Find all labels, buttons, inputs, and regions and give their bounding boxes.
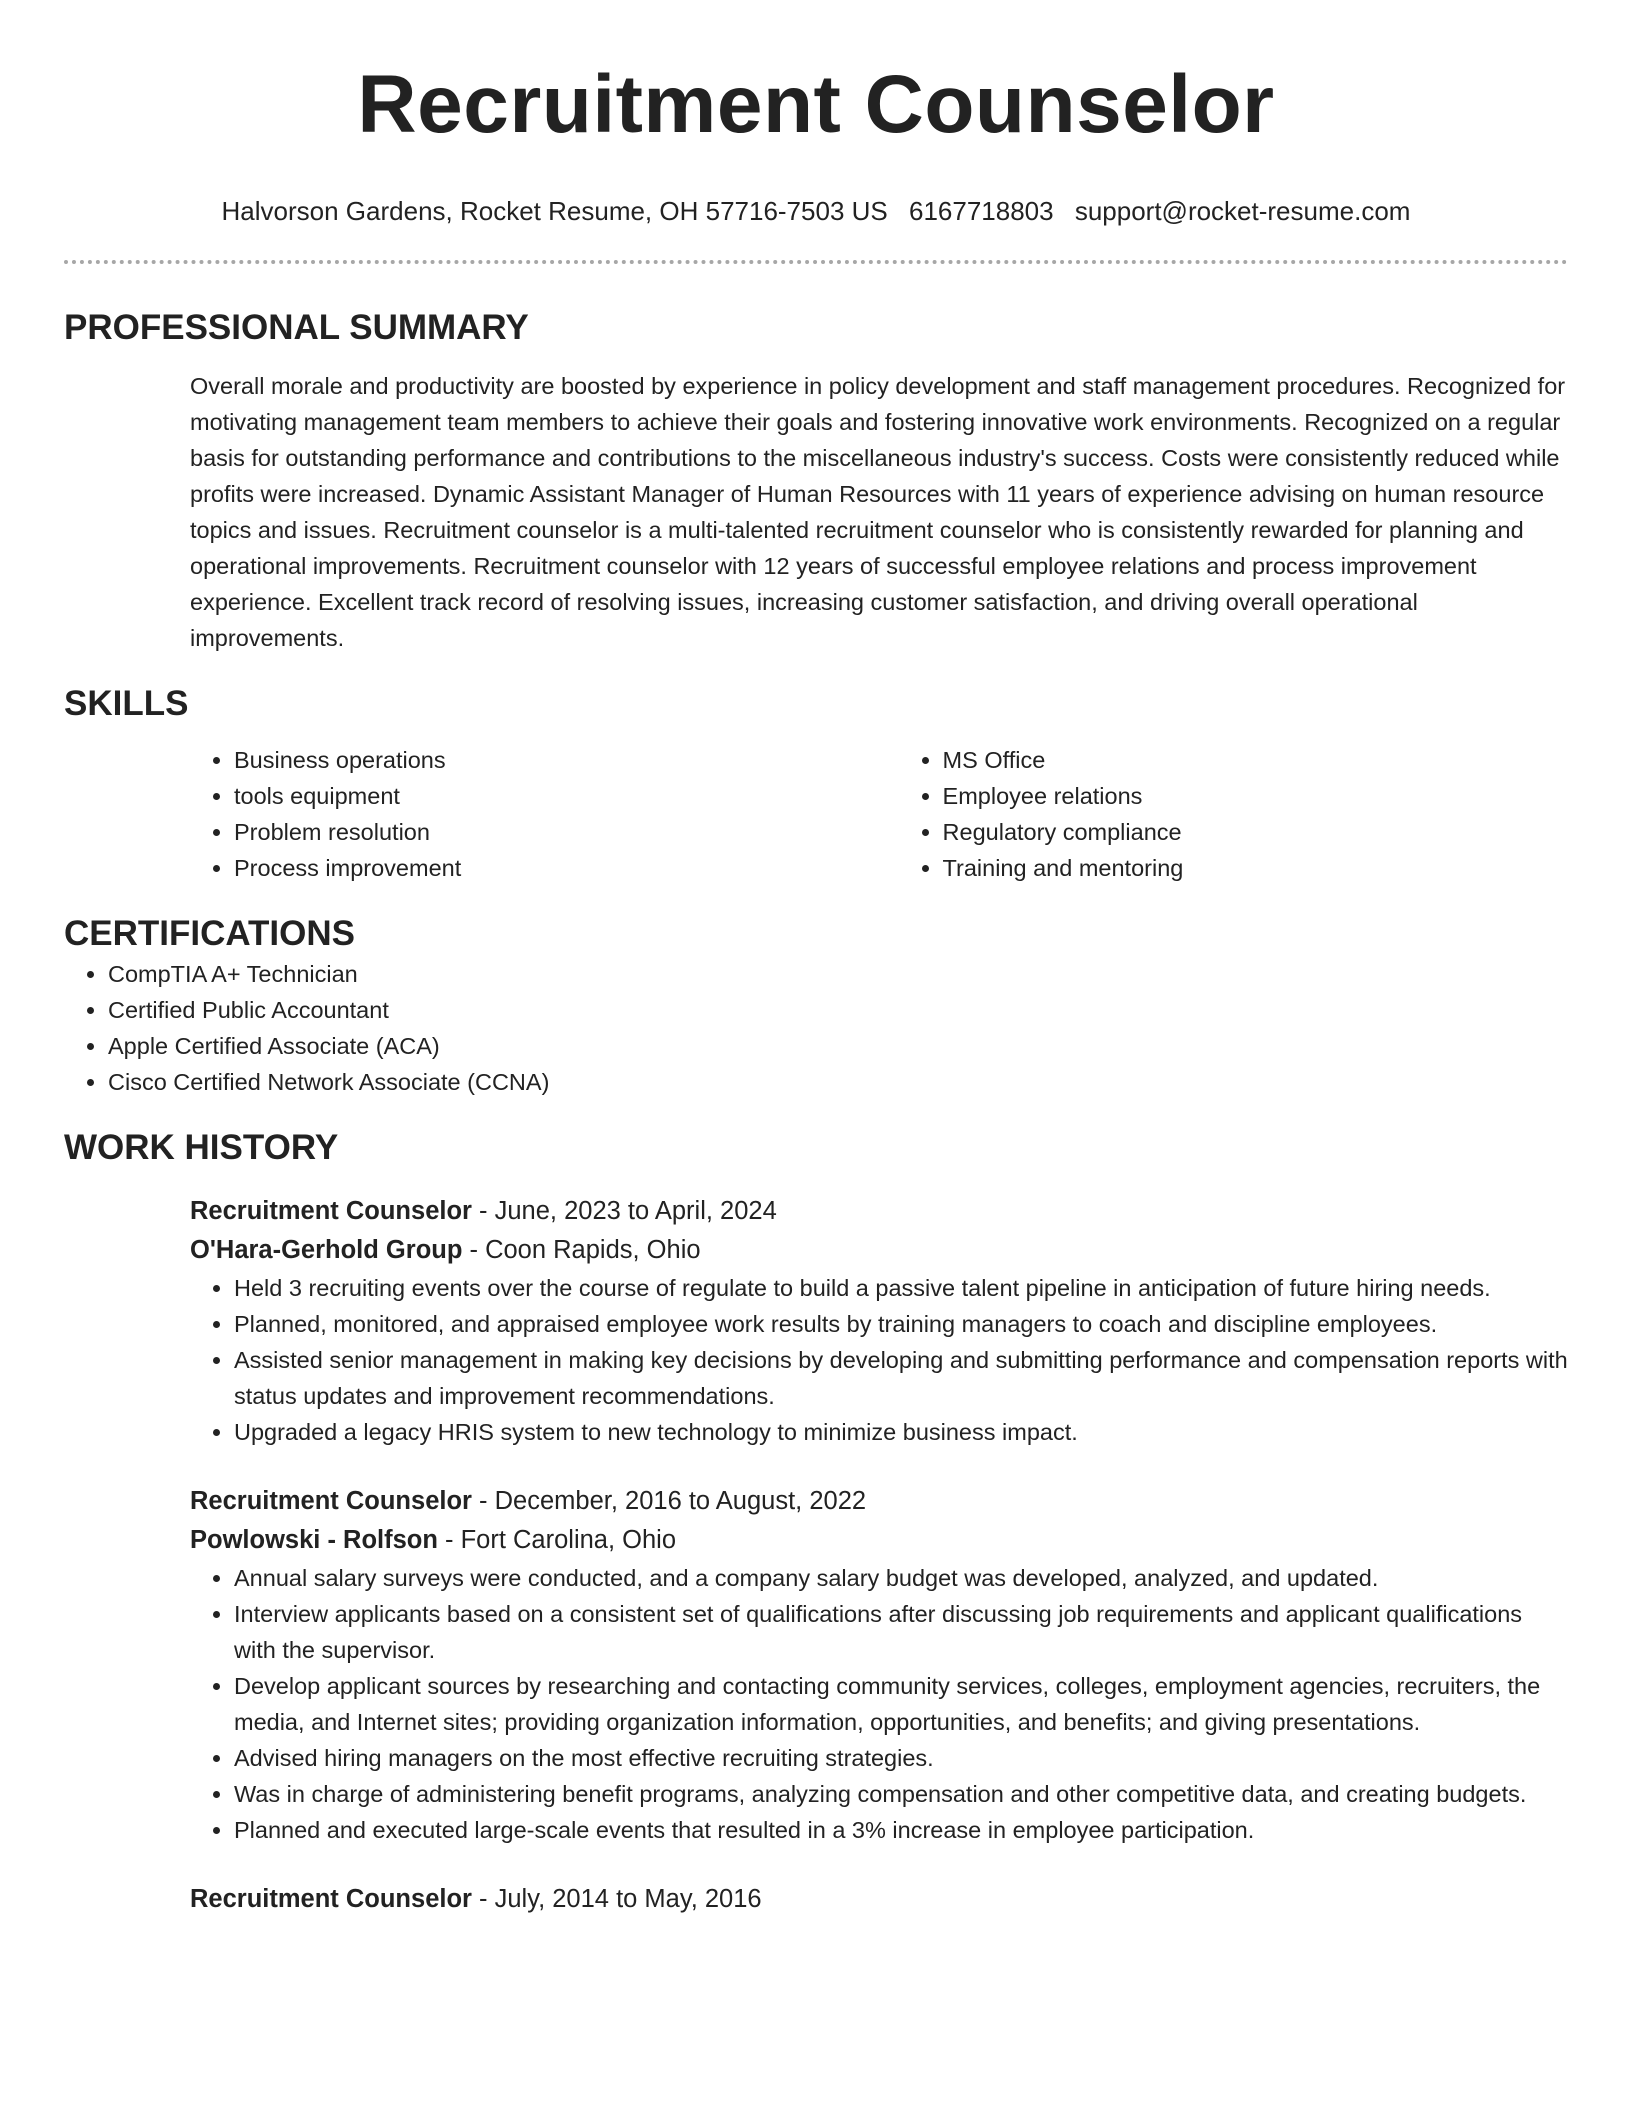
section-title-certifications: CERTIFICATIONS (64, 914, 356, 953)
skills-grid (190, 742, 1568, 886)
job-bullet: • Develop applicant sources by researching and contacting community services, colleges, employment agencies, recruiters, the media, and Internet sites; providing organization information, opportunities, and benefits; and giving presentations. (234, 1668, 1568, 1740)
skill-item: • tools equipment (234, 778, 899, 814)
job-title-line (190, 1880, 1568, 1919)
job-entry (190, 1192, 1568, 1450)
job-bullet: • Held 3 recruiting events over the course of regulate to build a passive talent pipeline in anticipation of future hiring needs. (234, 1270, 1568, 1306)
job-bullets (190, 1560, 1568, 1848)
header-divider (64, 260, 1568, 264)
job-bullet: • Interview applicants based on a consistent set of qualifications after discussing job requirements and applicant qualifications with the supervisor. (234, 1596, 1568, 1668)
skill-item: • Process improvement (234, 850, 899, 886)
job-bullet: • Advised hiring managers on the most effective recruiting strategies. (234, 1740, 1568, 1776)
skills-column-right (899, 742, 1568, 886)
job-entry (190, 1880, 1568, 1919)
resume-page (64, 0, 1568, 1919)
skill-item: • MS Office (943, 742, 1568, 778)
job-bullet: • Annual salary surveys were conducted, and a company salary budget was developed, analyzed, and updated. (234, 1560, 1568, 1596)
job-role: Recruitment Counselor (190, 1197, 472, 1225)
section-title-summary: PROFESSIONAL SUMMARY (64, 308, 529, 347)
summary-text: Overall morale and productivity are boosted by experience in policy development and staff management procedures. Recognized for motivating management team members to achieve their goals and fostering innovative work environments. Recognized on a regular basis for outstanding performance and contributions to the miscellaneous industry's success. Costs were consistently reduced while profits were increased. Dynamic Assistant Manager of Human Resources with 11 years of experience advising on human resource topics and issues. Recruitment counselor is a multi-talented recruitment counselor who is consistently rewarded for planning and operational improvements. Recruitment counselor with 12 years of successful employee relations and process improvement experience. Excellent track record of resolving issues, increasing customer satisfaction, and driving overall operational improvements. (190, 373, 1566, 651)
job-dates: - December, 2016 to August, 2022 (471, 1487, 867, 1515)
job-location: - Fort Carolina, Ohio (437, 1526, 677, 1554)
skill-item: • Training and mentoring (943, 850, 1568, 886)
contact-line (64, 194, 1568, 228)
job-title-line (190, 1192, 1568, 1231)
job-company: O'Hara-Gerhold Group (190, 1236, 463, 1264)
certification-item: • CompTIA A+ Technician (108, 956, 1568, 992)
certification-item: • Apple Certified Associate (ACA) (108, 1028, 1568, 1064)
certification-item: • Cisco Certified Network Associate (CCNA) (108, 1064, 1568, 1100)
job-bullet: • Upgraded a legacy HRIS system to new technology to minimize business impact. (234, 1414, 1568, 1450)
job-bullet: • Assisted senior management in making key decisions by developing and submitting performance and compensation reports with status updates and improvement recommendations. (234, 1342, 1568, 1414)
job-entry (190, 1482, 1568, 1848)
job-dates: - June, 2023 to April, 2024 (471, 1197, 777, 1225)
certifications-list (64, 956, 1568, 1100)
skills-column-left (190, 742, 899, 886)
job-dates: - July, 2014 to May, 2016 (471, 1885, 762, 1913)
contact-email: support@rocket-resume.com (1074, 196, 1411, 226)
skill-item: • Business operations (234, 742, 899, 778)
section-title-skills: SKILLS (64, 684, 189, 723)
skill-item: • Employee relations (943, 778, 1568, 814)
contact-address: Halvorson Gardens, Rocket Resume, OH 57716-7503 US (221, 196, 888, 226)
job-title-line (190, 1482, 1568, 1521)
job-company-line (190, 1231, 1568, 1270)
job-company-line (190, 1521, 1568, 1560)
job-bullets (190, 1270, 1568, 1450)
job-company: Powlowski - Rolfson (190, 1526, 438, 1554)
job-role: Recruitment Counselor (190, 1885, 472, 1913)
job-bullet: • Planned and executed large-scale events that resulted in a 3% increase in employee participation. (234, 1812, 1568, 1848)
job-role: Recruitment Counselor (190, 1487, 472, 1515)
skill-item: • Problem resolution (234, 814, 899, 850)
section-title-work-history: WORK HISTORY (64, 1128, 339, 1167)
job-location: - Coon Rapids, Ohio (462, 1236, 701, 1264)
skill-item: • Regulatory compliance (943, 814, 1568, 850)
job-bullet: • Planned, monitored, and appraised employee work results by training managers to coach and discipline employees. (234, 1306, 1568, 1342)
job-bullet: • Was in charge of administering benefit programs, analyzing compensation and other competitive data, and creating budgets. (234, 1776, 1568, 1812)
resume-name: Recruitment Counselor (357, 59, 1275, 150)
certification-item: • Certified Public Accountant (108, 992, 1568, 1028)
contact-phone: 6167718803 (908, 196, 1054, 226)
